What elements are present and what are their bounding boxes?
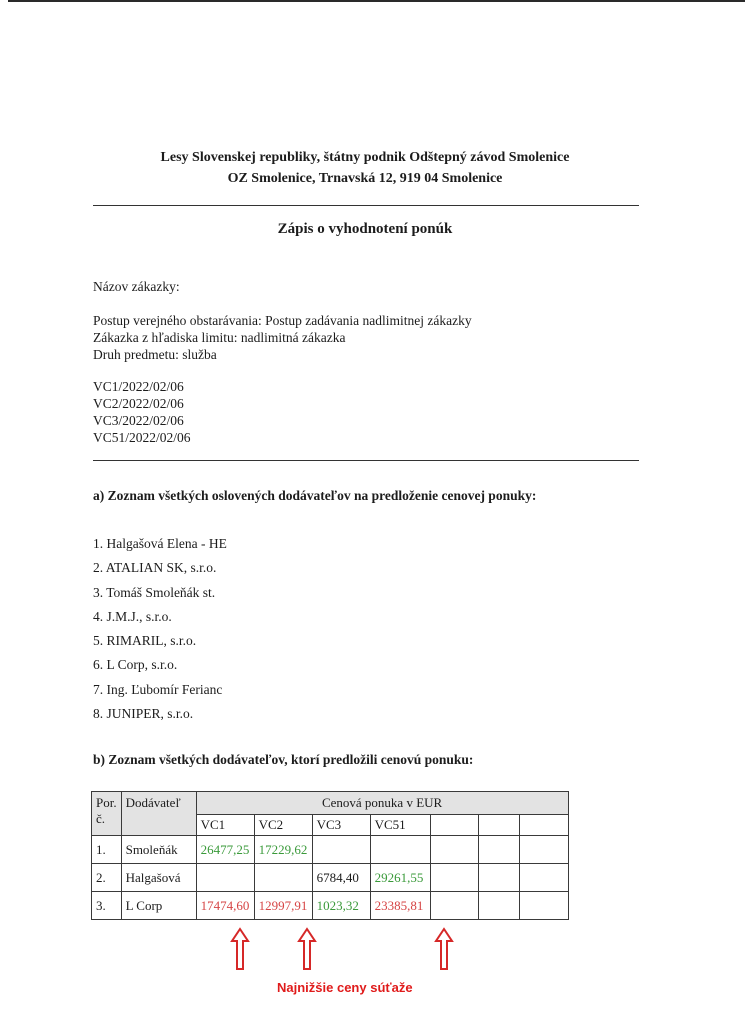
header-price-group: Cenová ponuka v EUR [196, 792, 568, 815]
cell-vc51 [370, 836, 430, 864]
offers-table [91, 791, 569, 920]
section-a-heading: a) Zoznam všetkých oslovených dodávateľov na predloženie cenovej ponuky: [93, 488, 537, 503]
cell-vc1: 17474,60 [196, 892, 254, 920]
contract-limit: Zákazka z hľadiska limitu: nadlimitná zákazka [93, 330, 346, 345]
cell-empty [519, 864, 568, 892]
list-item: 1. Halgašová Elena - HE [93, 536, 227, 551]
vendor-list [93, 535, 227, 729]
list-item: 4. J.M.J., s.r.o. [93, 608, 172, 624]
cell-vc2 [254, 864, 312, 892]
cell-dodavatel: Smoleňák [121, 836, 196, 864]
cell-empty [430, 892, 478, 920]
cell-vc3: 6784,40 [312, 864, 370, 892]
cell-empty [519, 836, 568, 864]
up-arrow-icon [434, 927, 454, 971]
cell-empty [478, 892, 519, 920]
header-empty [430, 815, 478, 836]
up-arrow-icon [230, 927, 250, 971]
cell-vc51: 23385,81 [370, 892, 430, 920]
org-line-2: OZ Smolenice, Trnavská 12, 919 04 Smolenice [227, 171, 503, 186]
cell-empty [478, 864, 519, 892]
cell-dodavatel: Halgašová [121, 864, 196, 892]
header-por: Por. č. [92, 792, 122, 836]
cell-dodavatel: L Corp [121, 892, 196, 920]
cell-por: 1. [92, 836, 122, 864]
header-vc1: VC1 [196, 815, 254, 836]
contract-name-label: Názov zákazky: [93, 279, 180, 294]
cell-empty [519, 892, 568, 920]
procurement-procedure: Postup verejného obstarávania: Postup zadávania nadlimitnej zákazky [93, 313, 472, 328]
header-vc2: VC2 [254, 815, 312, 836]
cell-empty [430, 836, 478, 864]
code-vc1: VC1/2022/02/06 [93, 379, 184, 394]
cell-por: 2. [92, 864, 122, 892]
divider-bottom [93, 460, 639, 461]
cell-vc2: 12997,91 [254, 892, 312, 920]
cell-vc2: 17229,62 [254, 836, 312, 864]
cell-empty [430, 864, 478, 892]
table-row [92, 892, 569, 920]
code-vc2: VC2/2022/02/06 [93, 396, 184, 411]
up-arrow-icon [297, 927, 317, 971]
scan-top-edge [8, 0, 745, 2]
section-b-heading: b) Zoznam všetkých dodávateľov, ktorí predložili cenovú ponuku: [93, 752, 474, 767]
org-line-1: Lesy Slovenskej republiky, štátny podnik Odštepný závod Smolenice [160, 150, 570, 165]
cell-por: 3. [92, 892, 122, 920]
list-item: 7. Ing. Ľubomír Ferianc [93, 681, 223, 697]
list-item: 8. JUNIPER, s.r.o. [93, 706, 194, 722]
code-vc3: VC3/2022/02/06 [93, 413, 184, 428]
subject-type: Druh predmetu: služba [93, 347, 217, 362]
cell-vc51: 29261,55 [370, 864, 430, 892]
table-row [92, 864, 569, 892]
list-item: 2. ATALIAN SK, s.r.o. [93, 560, 217, 576]
divider-top [93, 205, 639, 206]
code-vc51: VC51/2022/02/06 [93, 430, 191, 445]
cell-vc1 [196, 864, 254, 892]
list-item: 6. L Corp, s.r.o. [93, 657, 178, 673]
document-title: Zápis o vyhodnotení ponúk [277, 221, 453, 237]
cell-vc3: 1023,32 [312, 892, 370, 920]
cell-vc3 [312, 836, 370, 864]
header-vc3: VC3 [312, 815, 370, 836]
cell-empty [478, 836, 519, 864]
list-item: 3. Tomáš Smoleňák st. [93, 584, 216, 600]
header-empty [519, 815, 568, 836]
header-empty [478, 815, 519, 836]
table-row [92, 836, 569, 864]
organization-header [90, 147, 640, 189]
lowest-prices-note: Najnižšie ceny súťaže [277, 980, 413, 995]
cell-vc1: 26477,25 [196, 836, 254, 864]
header-vc51: VC51 [370, 815, 430, 836]
list-item: 5. RIMARIL, s.r.o. [93, 633, 197, 649]
header-dodavatel: Dodávateľ [121, 792, 196, 836]
